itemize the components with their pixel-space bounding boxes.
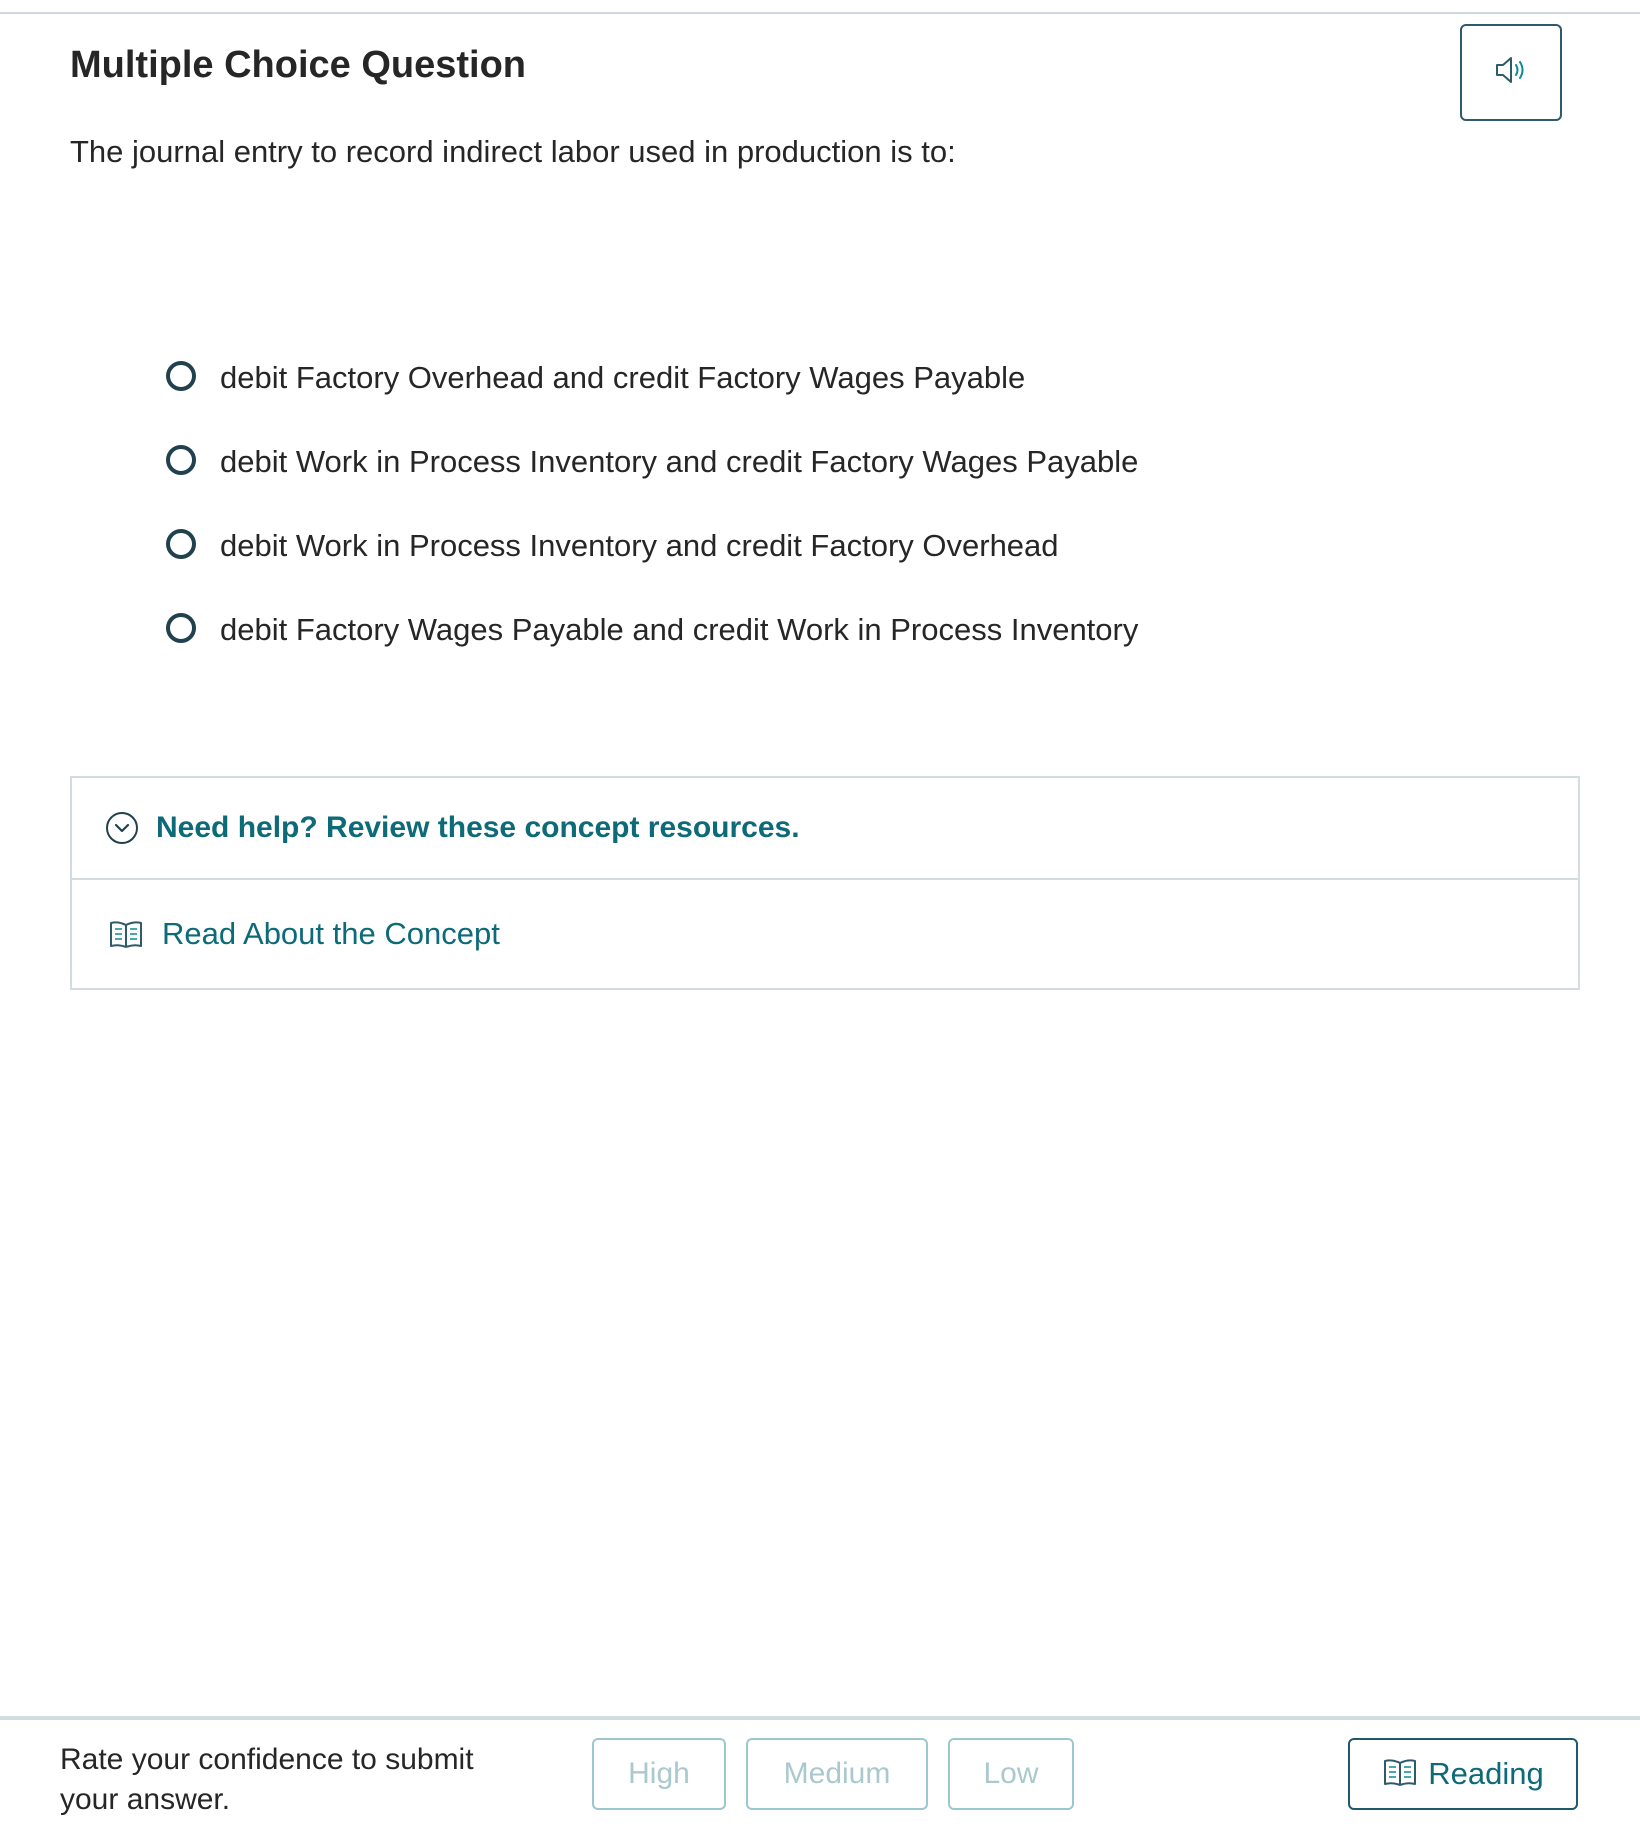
answer-option[interactable] bbox=[166, 420, 1138, 504]
top-divider bbox=[0, 12, 1640, 14]
answer-option-label: debit Work in Process Inventory and credit Factory Wages Payable bbox=[220, 444, 1139, 479]
read-about-concept-link[interactable] bbox=[72, 880, 1578, 988]
audio-button[interactable] bbox=[1460, 24, 1562, 121]
question-prompt: The journal entry to record indirect labor used in production is to: bbox=[70, 134, 956, 169]
confidence-high-button[interactable]: High bbox=[592, 1738, 726, 1810]
read-about-concept-label: Read About the Concept bbox=[162, 916, 500, 951]
answer-option[interactable] bbox=[166, 588, 1138, 672]
radio-button[interactable] bbox=[166, 361, 196, 391]
question-title: Multiple Choice Question bbox=[70, 44, 527, 86]
radio-button[interactable] bbox=[166, 445, 196, 475]
answer-options bbox=[166, 336, 1138, 672]
confidence-medium-button[interactable]: Medium bbox=[746, 1738, 928, 1810]
radio-button[interactable] bbox=[166, 613, 196, 643]
reading-button[interactable] bbox=[1348, 1738, 1578, 1810]
answer-option-label: debit Factory Wages Payable and credit Work in Process Inventory bbox=[220, 612, 1139, 647]
confidence-footer bbox=[0, 1716, 1640, 1832]
book-icon bbox=[1382, 1757, 1418, 1792]
radio-button[interactable] bbox=[166, 529, 196, 559]
concept-resources-heading: Need help? Review these concept resources. bbox=[156, 811, 800, 844]
concept-resources-panel bbox=[70, 776, 1580, 990]
answer-option[interactable] bbox=[166, 336, 1138, 420]
speaker-icon bbox=[1494, 55, 1528, 90]
book-icon bbox=[108, 919, 144, 949]
answer-option-label: debit Work in Process Inventory and credit Factory Overhead bbox=[220, 528, 1059, 563]
answer-option[interactable] bbox=[166, 504, 1138, 588]
answer-option-label: debit Factory Overhead and credit Factory Wages Payable bbox=[220, 360, 1026, 395]
confidence-prompt: Rate your confidence to submit your answer. bbox=[60, 1743, 474, 1816]
reading-button-label: Reading bbox=[1428, 1756, 1544, 1791]
chevron-down-circle-icon bbox=[106, 812, 138, 844]
confidence-low-button[interactable]: Low bbox=[948, 1738, 1074, 1810]
concept-resources-toggle[interactable] bbox=[72, 778, 1578, 880]
